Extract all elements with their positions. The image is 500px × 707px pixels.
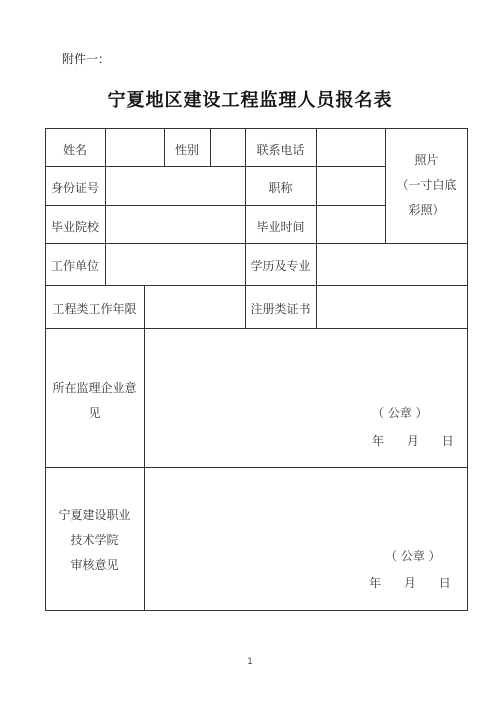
form-title: 宁夏地区建设工程监理人员报名表 — [107, 90, 393, 111]
graduation-time-label: 毕业时间 — [256, 220, 305, 234]
school-label: 毕业院校 — [50, 220, 99, 234]
college-review-line: 技术学院 — [70, 533, 119, 547]
work-unit-field[interactable] — [106, 244, 245, 285]
company-opinion-label — [45, 376, 144, 426]
work-years-label: 工程类工作年限 — [52, 302, 137, 316]
gender-label: 性别 — [174, 143, 199, 157]
phone-label: 联系电话 — [256, 143, 305, 157]
company-date-text: 年 月 日 — [372, 434, 454, 448]
company-seal-text: （ 公章 ） — [372, 406, 428, 420]
company-opinion-line: 所在监理企业意 — [52, 381, 137, 395]
college-date-text: 年 月 日 — [369, 576, 451, 590]
photo-requirement: （一寸白底 — [396, 178, 457, 192]
photo-requirement-2: 彩照） — [408, 203, 445, 217]
college-review-label — [45, 503, 144, 578]
page-number: 1 — [247, 657, 253, 667]
work-unit-label: 工作单位 — [50, 259, 99, 273]
table-border-bottom — [45, 610, 468, 611]
certificate-label: 注册类证书 — [250, 302, 311, 316]
certificate-field[interactable] — [317, 286, 467, 328]
table-border-right — [467, 128, 468, 611]
college-seal-text: （ 公章 ） — [385, 549, 441, 563]
education-label: 学历及专业 — [250, 259, 311, 273]
school-field[interactable] — [106, 206, 245, 243]
education-field[interactable] — [317, 244, 467, 285]
id-number-label: 身份证号 — [50, 181, 99, 195]
photo-label: 照片 — [414, 153, 439, 167]
name-label: 姓名 — [62, 143, 87, 157]
attachment-label: 附件一： — [62, 52, 111, 66]
company-opinion-line: 见 — [88, 406, 101, 420]
graduation-time-field[interactable] — [317, 206, 385, 243]
phone-field[interactable] — [317, 129, 385, 166]
work-years-field[interactable] — [145, 286, 245, 328]
professional-title-label: 职称 — [268, 181, 293, 195]
gender-field[interactable] — [211, 129, 245, 166]
name-field[interactable] — [106, 129, 164, 166]
professional-title-field[interactable] — [317, 167, 385, 205]
id-number-field[interactable] — [106, 167, 245, 205]
college-review-line: 宁夏建设职业 — [58, 508, 131, 522]
photo-placeholder[interactable] — [386, 148, 467, 223]
college-review-line: 审核意见 — [70, 558, 119, 572]
